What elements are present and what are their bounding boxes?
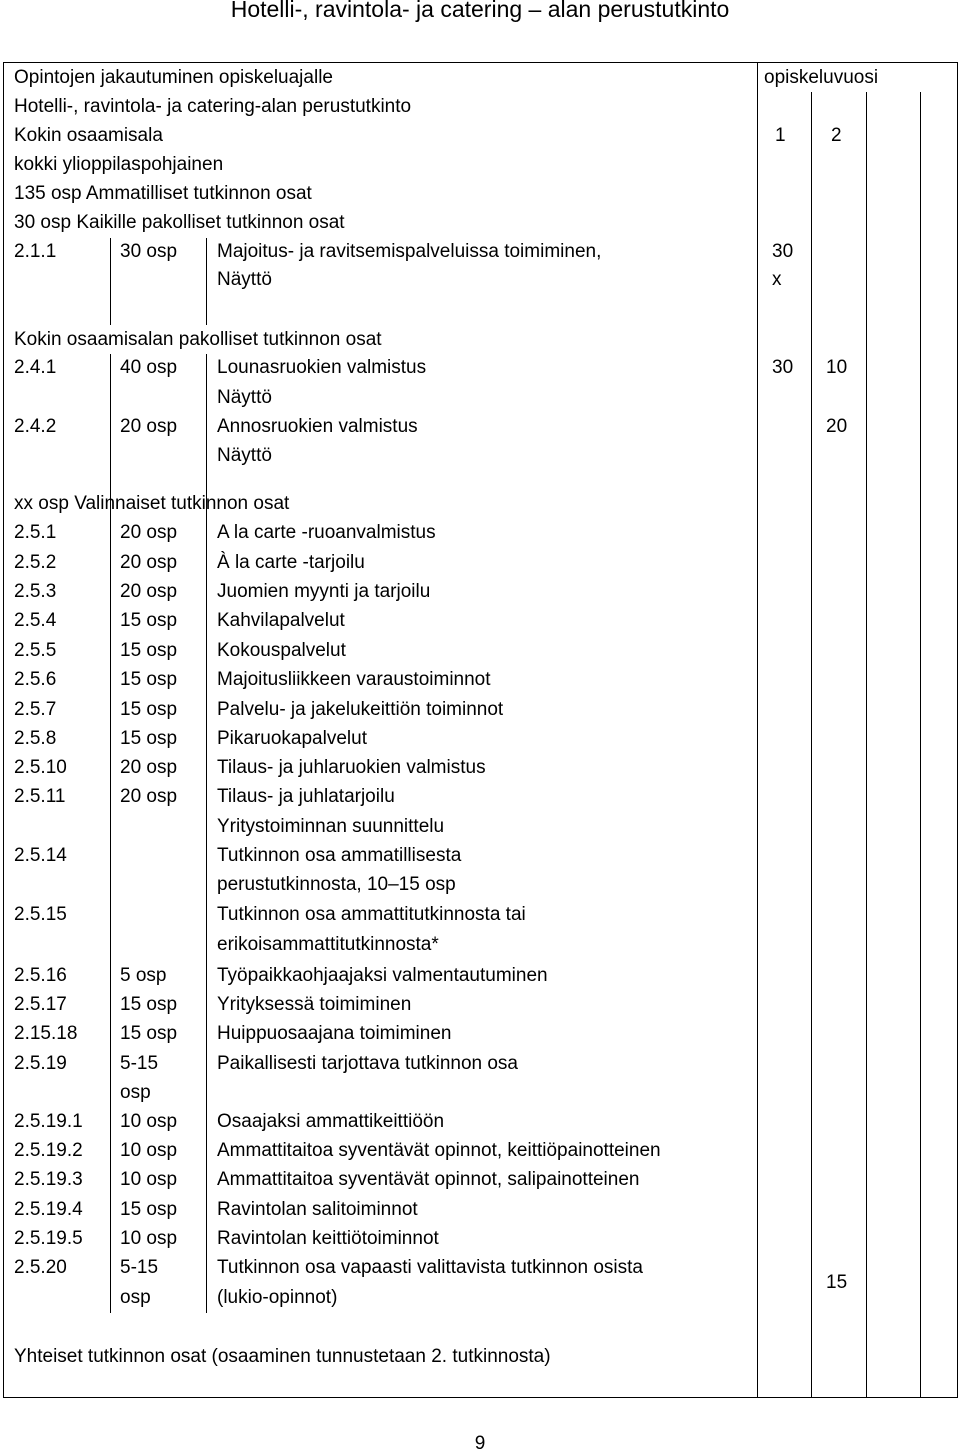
row-name: Tilaus- ja juhlatarjoilu bbox=[217, 786, 395, 807]
page-number: 9 bbox=[474, 1433, 486, 1454]
year-2-label: 2 bbox=[831, 125, 842, 146]
row-name: Näyttö bbox=[217, 445, 272, 466]
row-name: Majoitus- ja ravitsemispalveluissa toimiminen, bbox=[217, 241, 602, 262]
row-name: Lounasruokien valmistus bbox=[217, 357, 427, 378]
row-name: Paikallisesti tarjottava tutkinnon osa bbox=[217, 1053, 518, 1074]
row-credits: 10 osp bbox=[120, 1228, 178, 1249]
row-code: 2.5.20 bbox=[14, 1257, 67, 1278]
row-credits: osp bbox=[120, 1287, 151, 1308]
table-caption-line: Kokin osaamisala bbox=[14, 125, 163, 146]
row-year2-value: 10 bbox=[826, 357, 848, 378]
section-title-kokki: Kokin osaamisalan pakolliset tutkinnon osat bbox=[14, 329, 382, 350]
section-title-valinnaiset: xx osp Valinnaiset tutkinnon osat bbox=[14, 493, 290, 514]
row-code: 2.5.10 bbox=[14, 757, 67, 778]
row-credits: 20 osp bbox=[120, 416, 178, 437]
row-code: 2.5.3 bbox=[14, 581, 57, 602]
table-rule bbox=[811, 92, 812, 1398]
row-name: Pikaruokapalvelut bbox=[217, 728, 367, 749]
table-rule bbox=[920, 92, 921, 1398]
row-name: Annosruokien valmistus bbox=[217, 416, 418, 437]
row-code: 2.5.19 bbox=[14, 1053, 67, 1074]
row-code: 2.5.19.1 bbox=[14, 1111, 83, 1132]
row-name: Tutkinnon osa ammatillisesta bbox=[217, 845, 462, 866]
row-credits: 20 osp bbox=[120, 581, 178, 602]
row-name: Kahvilapalvelut bbox=[217, 610, 345, 631]
row-code: 2.5.8 bbox=[14, 728, 57, 749]
row-name: Kokouspalvelut bbox=[217, 640, 346, 661]
row-name: Palvelu- ja jakelukeittiön toiminnot bbox=[217, 699, 504, 720]
row-name: Näyttö bbox=[217, 269, 272, 290]
row-name: Majoitusliikkeen varaustoiminnot bbox=[217, 669, 491, 690]
row-name: perustutkinnosta, 10–15 osp bbox=[217, 874, 456, 895]
row-credits: 15 osp bbox=[120, 669, 178, 690]
row-name: Osaajaksi ammattikeittiöön bbox=[217, 1111, 445, 1132]
row-name: Tutkinnon osa ammattitutkinnosta tai bbox=[217, 904, 526, 925]
row-credits: 20 osp bbox=[120, 522, 178, 543]
row-credits: 15 osp bbox=[120, 640, 178, 661]
row-credits: 5-15 bbox=[120, 1257, 159, 1278]
table-rule bbox=[757, 62, 758, 1398]
row-name: Ravintolan salitoiminnot bbox=[217, 1199, 418, 1220]
row-code: 2.4.1 bbox=[14, 357, 57, 378]
row-year1-value: x bbox=[772, 269, 782, 290]
row-code: 2.5.19.3 bbox=[14, 1169, 83, 1190]
row-name: Työpaikkaohjaajaksi valmentautuminen bbox=[217, 965, 548, 986]
row-credits: 15 osp bbox=[120, 1199, 178, 1220]
row-credits: 20 osp bbox=[120, 552, 178, 573]
table-rule bbox=[206, 238, 207, 325]
row-name: A la carte -ruoanvalmistus bbox=[217, 522, 436, 543]
row-name: Ammattitaitoa syventävät opinnot, salipainotteinen bbox=[217, 1169, 640, 1190]
row-year1-value: 30 bbox=[772, 241, 794, 262]
table-caption-line: kokki ylioppilaspohjainen bbox=[14, 154, 224, 175]
row-code: 2.5.16 bbox=[14, 965, 67, 986]
row-credits: 40 osp bbox=[120, 357, 178, 378]
year-header: opiskeluvuosi bbox=[764, 67, 879, 88]
row-credits: 5-15 bbox=[120, 1053, 159, 1074]
row-code: 2.5.19.4 bbox=[14, 1199, 83, 1220]
row-credits: 10 osp bbox=[120, 1111, 178, 1132]
row-code: 2.5.19.2 bbox=[14, 1140, 83, 1161]
row-code: 2.5.17 bbox=[14, 994, 67, 1015]
row-credits: 10 osp bbox=[120, 1140, 178, 1161]
row-credits: 30 osp bbox=[120, 241, 178, 262]
row-code: 2.5.14 bbox=[14, 845, 67, 866]
row-year2-value: 20 bbox=[826, 416, 848, 437]
document-header: Hotelli-, ravintola- ja catering – alan perustutkinto bbox=[230, 0, 730, 22]
row-credits: 15 osp bbox=[120, 699, 178, 720]
row-code: 2.15.18 bbox=[14, 1023, 78, 1044]
row-code: 2.5.19.5 bbox=[14, 1228, 83, 1249]
row-code: 2.5.7 bbox=[14, 699, 57, 720]
row-code: 2.5.4 bbox=[14, 610, 57, 631]
row-credits: osp bbox=[120, 1082, 151, 1103]
row-code: 2.5.11 bbox=[14, 786, 66, 807]
row-name: Näyttö bbox=[217, 387, 272, 408]
row-credits: 15 osp bbox=[120, 728, 178, 749]
row-name: Juomien myynti ja tarjoilu bbox=[217, 581, 431, 602]
row-credits: 20 osp bbox=[120, 786, 178, 807]
row-code: 2.5.1 bbox=[14, 522, 57, 543]
row-code: 2.5.5 bbox=[14, 640, 57, 661]
row-year2-value: 15 bbox=[826, 1272, 848, 1293]
row-name: erikoisammattitutkinnosta* bbox=[217, 934, 439, 955]
table-caption-line: Hotelli-, ravintola- ja catering-alan perustutkinto bbox=[14, 96, 412, 117]
year-1-label: 1 bbox=[775, 125, 786, 146]
row-name: Huippuosaajana toimiminen bbox=[217, 1023, 452, 1044]
row-code: 2.5.15 bbox=[14, 904, 67, 925]
footer-row: Yhteiset tutkinnon osat (osaaminen tunnustetaan 2. tutkinnosta) bbox=[14, 1346, 551, 1367]
row-code: 2.5.6 bbox=[14, 669, 57, 690]
table-caption-line: 30 osp Kaikille pakolliset tutkinnon osat bbox=[14, 212, 345, 233]
row-name: Tilaus- ja juhlaruokien valmistus bbox=[217, 757, 486, 778]
table-rule bbox=[110, 238, 111, 325]
row-credits: 15 osp bbox=[120, 994, 178, 1015]
row-name: À la carte -tarjoilu bbox=[217, 552, 365, 573]
table-caption-line: Opintojen jakautuminen opiskeluajalle bbox=[14, 67, 333, 88]
row-name: Ammattitaitoa syventävät opinnot, keittiöpainotteinen bbox=[217, 1140, 661, 1161]
row-name: Ravintolan keittiötoiminnot bbox=[217, 1228, 439, 1249]
row-name: Tutkinnon osa vapaasti valittavista tutkinnon osista bbox=[217, 1257, 643, 1278]
row-credits: 10 osp bbox=[120, 1169, 178, 1190]
row-name: Yritystoiminnan suunnittelu bbox=[217, 816, 445, 837]
row-name: Yrityksessä toimiminen bbox=[217, 994, 412, 1015]
table-caption-line: 135 osp Ammatilliset tutkinnon osat bbox=[14, 183, 312, 204]
row-code: 2.4.2 bbox=[14, 416, 57, 437]
row-credits: 20 osp bbox=[120, 757, 178, 778]
table-rule bbox=[866, 92, 867, 1398]
row-credits: 15 osp bbox=[120, 610, 178, 631]
row-credits: 5 osp bbox=[120, 965, 167, 986]
row-year1-value: 30 bbox=[772, 357, 794, 378]
row-code: 2.1.1 bbox=[14, 241, 57, 262]
row-credits: 15 osp bbox=[120, 1023, 178, 1044]
row-code: 2.5.2 bbox=[14, 552, 57, 573]
row-name: (lukio-opinnot) bbox=[217, 1287, 338, 1308]
